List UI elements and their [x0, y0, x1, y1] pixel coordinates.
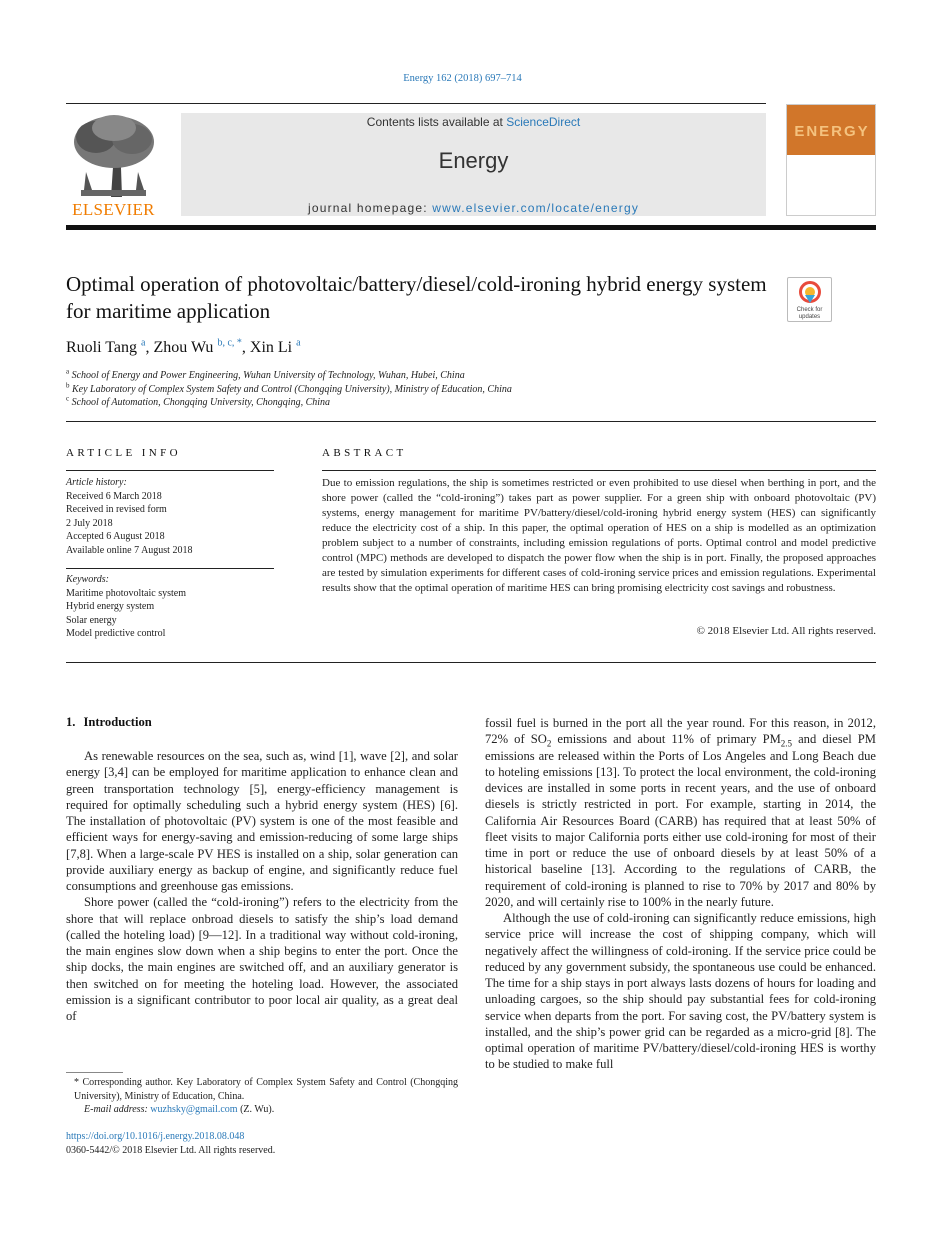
header-thick-rule — [66, 225, 876, 230]
author-name[interactable]: Xin Li $^a$ — [249, 337, 301, 356]
journal-homepage — [181, 201, 766, 215]
article-title: Optimal operation of photovoltaic/battery/diesel/cold-ironing hybrid energy system for maritime application — [66, 272, 767, 323]
doi-link[interactable]: https://doi.org/10.1016/j.energy.2018.08.048 — [66, 1131, 245, 1142]
abstract-text: Due to emission regulations, the ship is sometimes restricted or even prohibited to use diesel when berthing in port, and the shore power (called the “cold-ironing”) takes part as power supplier. For a green ship with onboard photovoltaic (PV) systems, energy management for maritime PV/battery/diesel/cold-ironing hybrid energy system (HES) can significantly reduce the electricity cost of a ship. In this paper, the optimal operation of HES on a ship is modelled as an optimization problem subject to a number of constraints, including emission regulations of ports. Optimal control and model predictive control (MPC) methods are developed to dispatch the power flow when the ship is in port. Finally, the proposed approaches are tested by simulation experiments for different cases of cold-ironing service prices and emission regulations. Experimental results show that the optimal operation of maritime HES can bring promising electricity cost savings and robustness. — [322, 477, 876, 594]
homepage-prefix: journal homepage: — [307, 201, 433, 215]
section-heading-introduction: 1. Introduction — [66, 715, 152, 729]
footnote-text: * Corresponding author. Key Laboratory of Complex System Safety and Control (Chongqing University), Ministry of Education, China. — [74, 1077, 458, 1102]
affiliations — [66, 369, 766, 410]
article-history — [66, 476, 274, 557]
author-list: Ruoli Tang $^a$, Zhou Wu $^{b, c, *}$, Xin Li $^a$ — [66, 337, 301, 356]
footnote-rule — [66, 1072, 123, 1073]
body-paragraph: fossil fuel is burned in the port all the year round. For this reason, in 2012, 72% of $SO_2$ emissions and about 11% of primary $PM_{2.5}$ and diesel PM emissions are released within the Ports of Los Angeles and Long Beach due to hoteling emissions [13]. To protect the local environment, the cold-ironing devices are installed in some ports in recent years, and the use of onboard diesels is strictly restricted in port. For example, starting in 2014, the California Air Resources Board (CARB) has required that at least 50% of fleet visits to major California ports either use cold-ironing for most of their time in port or reduce the use of onboard diesels by at least 50% of a historical baseline [13]. According to the regulations of CARB, the requirement of cold-ironing is planned to rise to 70% by 2017 and 80% by 2020, and will certainly rise to 100% in the nearly future. — [485, 716, 876, 909]
crossmark-label: Check for updates — [796, 307, 823, 320]
body-paragraph: As renewable resources on the sea, such as, wind [1], wave [2], and solar energy [3,4] can be employed for maritime application to enhance clean and green transportation technology [5], energy-efficiency management is required for optimally scheduling such a hybrid energy system (HES) [6]. The installation of photovoltaic (PV) system is one of the most feasible and efficient ways for energy-saving and emission-reducing of some large ships [7,8]. When a large-scale PV HES is installed on a ship, solar generation can provide auxiliary energy as backup of engine, and significantly reduce fuel consumptions and greenhouse gas emissions. — [66, 749, 458, 893]
affiliation-item: $^c$ School of Automation, Chongqing University, Chongqing, China — [66, 394, 331, 408]
history-item: Available online 7 August 2018 — [66, 544, 193, 556]
author-name[interactable]: Ruoli Tang $^a$ — [66, 337, 146, 356]
journal-banner — [181, 113, 766, 216]
corresponding-author-footnote — [66, 1076, 458, 1117]
affiliation-item: $^a$ School of Energy and Power Engineering, Wuhan University of Technology, Wuhan, Hubei, China — [66, 367, 465, 381]
keyword-item: Solar energy — [66, 614, 117, 626]
section-rule — [66, 662, 876, 663]
info-rule — [66, 568, 274, 569]
author-name[interactable]: Zhou Wu $^{b, c, *}$ — [153, 337, 242, 356]
history-item: Received in revised form — [66, 504, 167, 515]
journal-cover-thumbnail[interactable] — [786, 104, 876, 216]
body-column-left — [66, 748, 458, 1024]
contents-prefix: Contents lists available at — [366, 115, 507, 129]
keywords — [66, 573, 274, 641]
info-rule — [66, 470, 274, 471]
keywords-label: Keywords: — [66, 574, 109, 585]
issn-copyright: 0360-5442/© 2018 Elsevier Ltd. All rights reserved. — [66, 1145, 276, 1156]
affiliation-item: $^b$ Key Laboratory of Complex System Safety and Control (Chongqing University), Ministry of Education, China — [66, 381, 512, 395]
keyword-item: Model predictive control — [66, 628, 166, 639]
homepage-link[interactable]: www.elsevier.com/locate/energy — [432, 201, 640, 215]
email-line: E-mail address: wuzhsky@gmail.com (Z. Wu). — [84, 1104, 275, 1115]
keyword-item: Maritime photovoltaic system — [66, 587, 186, 599]
publisher-name: ELSEVIER — [72, 200, 155, 219]
section-rule — [66, 421, 876, 422]
body-paragraph: Although the use of cold-ironing can significantly reduce emissions, high service price will increase the cost of shipping company, which will negatively affect the willingness of cold-ironing. If the service price could be reduced by any government subsidy, the spontaneous use could be enhanced. The time for a ship stays in port always lasts dozens of hours for loading and unloading cargoes, so the ship should pay substantial fees for cold-ironing service when departs from the port. For saving cost, the PV/battery system is installed, and the ship’s power grid can be regarded as a micro-grid [8]. The optimal operation of maritime PV/battery/diesel/cold-ironing HES is worthy to be studied to make full — [485, 911, 876, 1072]
history-label: Article history: — [66, 477, 127, 488]
email-link[interactable]: wuzhsky@gmail.com — [150, 1104, 238, 1115]
sciencedirect-link[interactable]: ScienceDirect — [506, 115, 581, 129]
abstract-heading: ABSTRACT — [322, 447, 407, 459]
body-column-right — [485, 715, 876, 1073]
contents-line — [181, 115, 766, 129]
crossmark-button[interactable] — [787, 277, 832, 322]
abstract-copyright: © 2018 Elsevier Ltd. All rights reserved. — [696, 625, 876, 637]
journal-title: Energy — [438, 148, 509, 173]
header-rule — [66, 103, 766, 104]
history-item: Received 6 March 2018 — [66, 490, 162, 502]
history-item: Accepted 6 August 2018 — [66, 531, 165, 542]
journal-citation[interactable]: Energy 162 (2018) 697–714 — [403, 73, 522, 84]
body-paragraph: Shore power (called the “cold-ironing”) refers to the electricity from the shore that will replace onbroad diesels to satisfy the ship’s load demand (called the hoteling load) [9—12]. In a traditional way without cold-ironing, the main engines slow down when a ship begins to enter the port. Once the ship docks, the main engines are switched off, and an auxiliary generator is then switched on for meeting the hoteling load. However, the associated emission is a significant contributor to poor local air quality, as a great deal of — [66, 895, 458, 1023]
cover-title: ENERGY — [794, 123, 870, 140]
abstract-rule — [322, 470, 876, 471]
article-info-heading: ARTICLE INFO — [66, 447, 181, 459]
history-item: 2 July 2018 — [66, 517, 113, 529]
keyword-item: Hybrid energy system — [66, 601, 155, 612]
crossmark-icon — [799, 281, 821, 305]
